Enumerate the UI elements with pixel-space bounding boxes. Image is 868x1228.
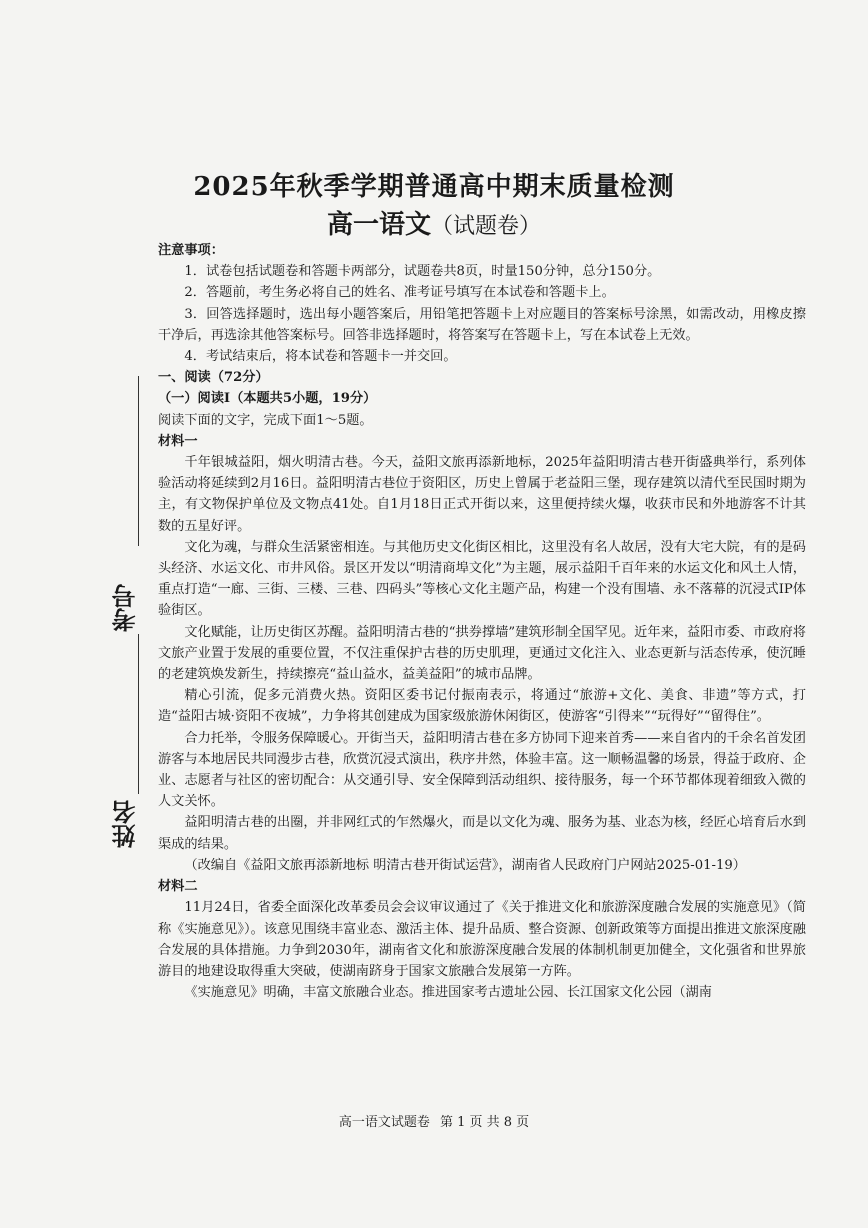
exam-content [158, 240, 806, 1003]
material-two-paragraph: 11月24日，省委全面深化改革委员会会议审议通过了《关于推进文化和旅游深度融合发展的实施意见》（简称《实施意见》）。该意见围绕丰富业态、激活主体、提升品质、整合资源、创新政策等方面提出推进文旅深度融合发展的具体措施。力争到2030年，湖南省文化和旅游深度融合发展的体制机制更加健全，文化强省和世界旅游目的地建设取得重大突破，使湖南跻身于国家文旅融合发展第一方阵。 [158, 900, 806, 979]
reading-instruction: 阅读下面的文字，完成下面1～5题。 [158, 412, 373, 428]
page-footer [0, 1111, 868, 1130]
material-one-paragraph: 千年银城益阳，烟火明清古巷。今天，益阳文旅再添新地标，2025年益阳明清古巷开街盛典举行，系列体验活动将延续到2月16日。益阳明清古巷位于资阳区，历史上曾属于老益阳三堡，现存建筑以清代至民国时期为主，有文物保护单位及文物点41处。自1月18日正式开街以来，这里便持续火爆，收获市民和外地游客不计其数的五星好评。 [158, 455, 806, 534]
notice-item: 3．回答选择题时，选出每小题答案后，用铅笔把答题卡上对应题目的答案标号涂黑，如需改动，用橡皮擦干净后，再选涂其他答案标号。回答非选择题时，将答案写在答题卡上，写在本试卷上无效。 [158, 306, 806, 343]
exam-subtitle [0, 204, 868, 241]
material-two-label: 材料二 [158, 879, 198, 895]
material-one-source: （改编自《益阳文旅再添新地标 明清古巷开街试运营》，湖南省人民政府门户网站2025-01-19） [184, 857, 746, 873]
footer-page-number: 第 1 页 共 8 页 [439, 1115, 530, 1130]
notice-heading: 注意事项： [158, 243, 224, 258]
name-label: 姓名 [111, 800, 140, 848]
exam-title: 2025年秋季学期普通高中期末质量检测 [193, 172, 675, 202]
material-one-label: 材料一 [158, 433, 198, 449]
exam-number-label: 考号 [111, 584, 140, 632]
subject-title: 高一语文 [326, 210, 431, 240]
material-one-paragraph: 文化赋能，让历史街区苏醒。益阳明清古巷的“拱券撑墙”建筑形制全国罕见。近年来，益阳市委、市政府将文旅产业置于发展的重要位置，不仅注重保护古巷的历史肌理，更通过文化注入、业态更新与活态传承，使沉睡的老建筑焕发新生，持续擦亮“益山益水，益美益阳”的城市品牌。 [158, 624, 806, 683]
binding-line-middle [138, 634, 139, 794]
material-one-paragraph: 精心引流，促多元消费火热。资阳区委书记付振南表示，将通过“旅游+文化、美食、非遗”等方式，打造“益阳古城·资阳不夜城”，力争将其创建成为国家级旅游休闲街区，使游客“引得来”“玩得好”“留得住”。 [158, 688, 806, 725]
notice-item: 2．答题前，考生务必将自己的姓名、准考证号填写在本试卷和答题卡上。 [184, 285, 615, 301]
material-one-paragraph: 益阳明清古巷的出圈，并非网红式的乍然爆火，而是以文化为魂、服务为基、业态为核，经匠心培育后水到渠成的结果。 [158, 815, 806, 852]
material-one-paragraph: 文化为魂，与群众生活紧密相连。与其他历史文化街区相比，这里没有名人故居，没有大宅大院，有的是码头经济、水运文化、市井风俗。景区开发以“明清商埠文化”为主题，展示益阳千百年来的水运文化和风土人情，重点打造“一廊、三街、三楼、三巷、四码头”等核心文化主题产品，构建一个没有围墙、永不落幕的沉浸式IP体验街区。 [158, 539, 806, 619]
notice-item: 1．试卷包括试题卷和答题卡两部分，试题卷共8页，时量150分钟，总分150分。 [184, 264, 661, 280]
subsection-heading: （一）阅读Ⅰ（本题共5小题，19分） [158, 391, 377, 407]
binding-line-top [138, 376, 139, 546]
material-one-paragraph: 合力托举，令服务保障暖心。开街当天，益阳明清古巷在多方协同下迎来首秀——来自省内的千余名首发团游客与本地居民共同漫步古巷，欣赏沉浸式演出，秩序井然，体验丰富。这一顺畅温馨的场景，得益于政府、企业、志愿者与社区的密切配合：从交通引导、安全保障到活动组织、接待服务，每一个环节都体现着细致入微的人文关怀。 [158, 730, 806, 810]
footer-subject: 高一语文试题卷 [338, 1115, 430, 1130]
notice-item: 4．考试结束后，将本试卷和答题卡一并交回。 [184, 349, 457, 365]
material-two-paragraph: 《实施意见》明确，丰富文旅融合业态。推进国家考古遗址公园、长江国家文化公园（湖南 [184, 985, 712, 1001]
section-heading: 一、阅读（72分） [158, 370, 269, 386]
subtitle-note: （试题卷） [431, 214, 542, 239]
